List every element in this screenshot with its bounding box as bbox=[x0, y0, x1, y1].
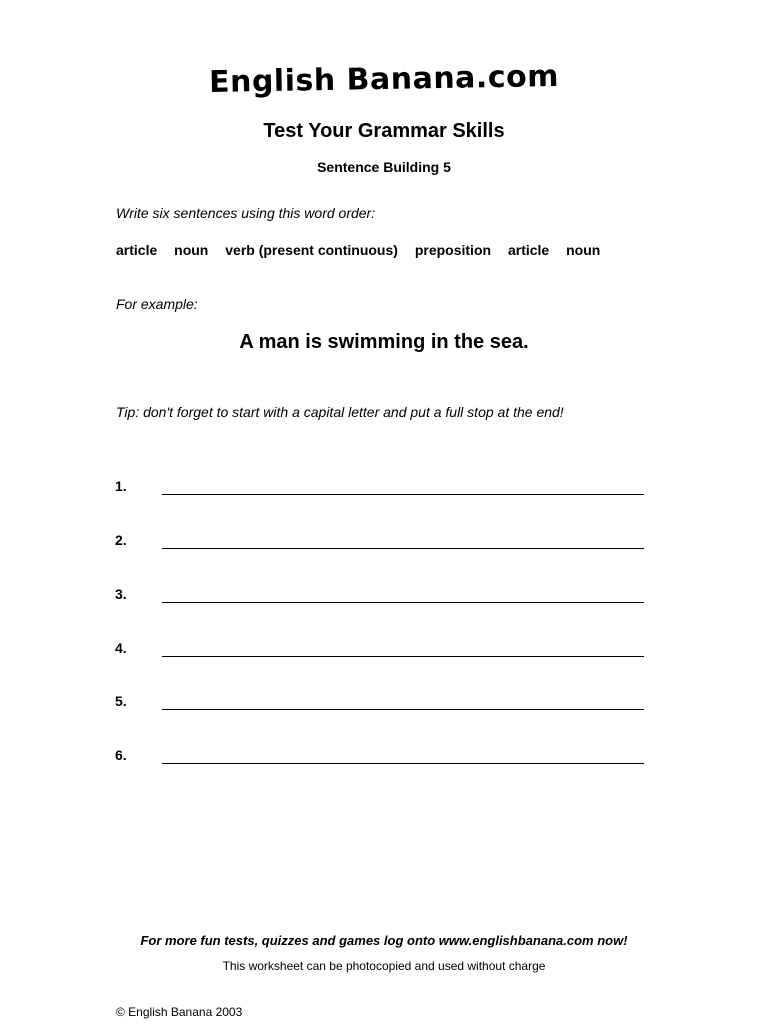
answer-line[interactable] bbox=[162, 698, 644, 710]
answer-number: 4. bbox=[115, 640, 127, 656]
answer-number: 1. bbox=[115, 478, 127, 494]
word-order-item: article bbox=[507, 242, 550, 258]
answer-line[interactable] bbox=[162, 645, 644, 657]
word-order-item: noun bbox=[566, 242, 601, 258]
worksheet-subtitle: Sentence Building 5 bbox=[317, 159, 451, 175]
example-sentence: A man is swimming in the sea. bbox=[239, 331, 529, 353]
word-order bbox=[116, 242, 613, 258]
answer-row bbox=[115, 640, 645, 660]
instruction-text: Write six sentences using this word order: bbox=[116, 205, 376, 221]
answer-row bbox=[115, 586, 645, 606]
answer-row bbox=[115, 693, 645, 713]
answer-number: 6. bbox=[115, 747, 127, 763]
word-order-item: article bbox=[116, 242, 158, 258]
answer-line[interactable] bbox=[162, 752, 644, 764]
page-title: Test Your Grammar Skills bbox=[263, 120, 505, 142]
answer-row bbox=[115, 478, 645, 498]
answer-row bbox=[115, 532, 645, 552]
example-label: For example: bbox=[116, 296, 198, 312]
word-order-item: preposition bbox=[414, 242, 492, 258]
copyright: © English Banana 2003 bbox=[116, 1005, 243, 1019]
answer-line[interactable] bbox=[162, 483, 644, 495]
tip-text: Tip: don't forget to start with a capital letter and put a full stop at the end! bbox=[116, 404, 564, 420]
word-order-item: noun bbox=[174, 242, 209, 258]
answer-row bbox=[115, 747, 645, 767]
footer-note: This worksheet can be photocopied and used without charge bbox=[222, 959, 546, 973]
word-order-item: verb (present continuous) bbox=[225, 242, 398, 258]
answer-line[interactable] bbox=[162, 591, 644, 603]
answer-number: 2. bbox=[115, 532, 127, 548]
answer-number: 3. bbox=[115, 586, 127, 602]
site-logo: English Banana.com bbox=[208, 58, 560, 101]
footer-promo: For more fun tests, quizzes and games log onto www.englishbanana.com now! bbox=[140, 933, 628, 948]
answer-number: 5. bbox=[115, 693, 127, 709]
answer-line[interactable] bbox=[162, 537, 644, 549]
